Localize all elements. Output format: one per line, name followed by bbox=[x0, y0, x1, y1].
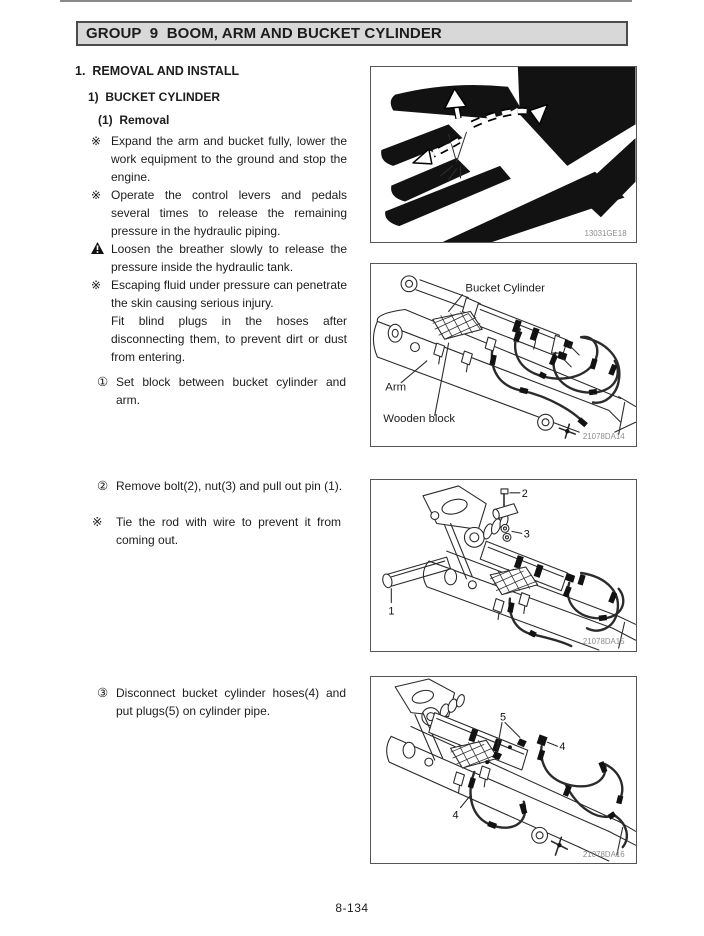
circled-number: ① bbox=[97, 375, 109, 389]
bucket-cylinder-label: Bucket Cylinder bbox=[465, 282, 545, 295]
note-text: Expand the arm and bucket fully, lower the work equipment to the ground and stop the engine. bbox=[111, 134, 347, 184]
step-2-note-tie-rod bbox=[92, 513, 341, 549]
note-text-line: Fit blind plugs in the hoses after disconnecting them, to prevent dirt or dust from entering. bbox=[111, 314, 347, 364]
figure-hose-disconnect bbox=[370, 676, 637, 864]
callout-plug-5: 5 bbox=[500, 711, 507, 724]
step-3-disconnect-hoses bbox=[97, 684, 346, 720]
removal-heading: (1) Removal bbox=[98, 113, 170, 127]
callout-bolt-2: 2 bbox=[521, 487, 528, 500]
subsection-heading: 1) BUCKET CYLINDER bbox=[88, 90, 221, 104]
page-top-scan-line bbox=[60, 0, 632, 2]
group-header-title: GROUP 9 BOOM, ARM AND BUCKET CYLINDER bbox=[86, 25, 442, 42]
figure-wooden-block-setup bbox=[370, 263, 637, 447]
note-text: Loosen the breather slowly to release the pressure inside the hydraulic tank. bbox=[111, 242, 347, 274]
hose-disconnect-drawing bbox=[371, 677, 636, 863]
hand-injection-pictogram bbox=[371, 67, 636, 242]
warning-icon bbox=[91, 240, 111, 276]
callout-hose-4-right: 4 bbox=[559, 741, 566, 754]
note-text bbox=[111, 276, 347, 366]
step-text: Disconnect bucket cylinder hoses(4) and put plugs(5) on cylinder pipe. bbox=[116, 686, 346, 718]
circled-number: ③ bbox=[97, 686, 109, 700]
figure-code: 21078DA14 bbox=[582, 432, 625, 442]
step-text: Tie the rod with wire to prevent it from coming out. bbox=[116, 515, 341, 547]
reference-mark: ※ bbox=[91, 278, 102, 292]
pin-removal-drawing bbox=[371, 480, 636, 651]
step-2-remove-bolt bbox=[97, 477, 346, 495]
note-escaping-fluid bbox=[91, 276, 347, 366]
figure-pin-removal bbox=[370, 479, 637, 652]
note-loosen-breather bbox=[91, 240, 347, 276]
figure-code: 21078DA16 bbox=[582, 850, 625, 860]
figure-code: 13031GE18 bbox=[584, 229, 627, 239]
callout-nut-3: 3 bbox=[523, 528, 530, 541]
page-number: 8-134 bbox=[335, 901, 369, 915]
note-text: Operate the control levers and pedals several times to release the remaining pressure in the hydraulic piping. bbox=[111, 188, 347, 238]
reference-mark: ※ bbox=[91, 134, 102, 148]
reference-mark: ※ bbox=[92, 515, 103, 529]
note-expand-arm bbox=[91, 132, 347, 186]
note-text-line: Escaping fluid under pressure can penetrate the skin causing serious injury. bbox=[111, 278, 347, 310]
step-text: Set block between bucket cylinder and arm. bbox=[116, 375, 346, 407]
note-operate-levers bbox=[91, 186, 347, 240]
arm-label: Arm bbox=[385, 381, 407, 394]
bucket-cylinder-drawing bbox=[371, 264, 636, 446]
callout-pin-1: 1 bbox=[388, 605, 395, 618]
circled-number: ② bbox=[97, 479, 109, 493]
step-1-set-block bbox=[97, 373, 346, 409]
wooden-block-label: Wooden block bbox=[383, 413, 456, 426]
figure-code: 21078DA15 bbox=[582, 637, 625, 647]
step-text: Remove bolt(2), nut(3) and pull out pin (1). bbox=[116, 479, 343, 493]
group-header bbox=[76, 21, 628, 46]
removal-notes bbox=[91, 132, 347, 366]
callout-hose-4-left: 4 bbox=[452, 809, 459, 822]
figure-fluid-injection-warning bbox=[370, 66, 637, 243]
section-heading: 1. REMOVAL AND INSTALL bbox=[75, 64, 240, 78]
reference-mark: ※ bbox=[91, 188, 102, 202]
